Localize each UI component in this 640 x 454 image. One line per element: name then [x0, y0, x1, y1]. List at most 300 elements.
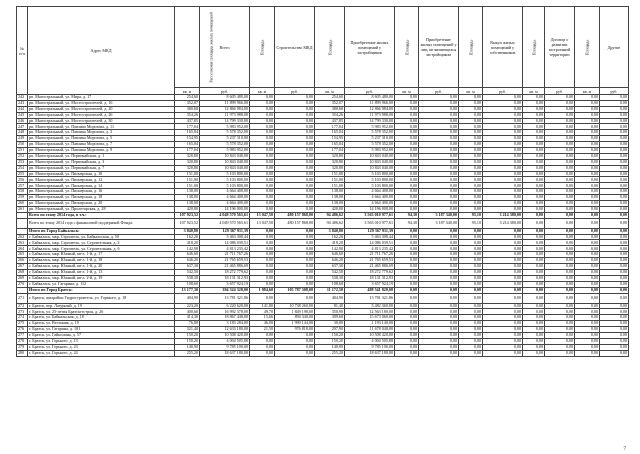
value-cell: 0,00	[459, 153, 483, 159]
value-cell: 542,50	[315, 269, 345, 275]
value-cell: 0,00	[600, 269, 629, 275]
value-cell: 0,00	[545, 264, 575, 270]
row-number: 264	[17, 246, 28, 252]
value-cell: 0,00	[395, 303, 419, 309]
value-cell: 0,00	[419, 309, 459, 315]
value-cell: 5 578 352,00	[200, 142, 250, 148]
value-cell: 0,00	[275, 240, 315, 246]
value-cell: 5 103 800,00	[200, 183, 250, 189]
value-cell: 0,00	[545, 218, 575, 228]
value-cell: 0,00	[395, 118, 419, 124]
value-cell: 138,00	[315, 195, 345, 201]
value-cell: 94,30	[395, 218, 419, 228]
value-cell: 0,00	[395, 264, 419, 270]
value-cell: 5 983 952,00	[345, 124, 395, 130]
page-number: 7	[623, 447, 626, 452]
value-cell: 0,00	[575, 309, 600, 315]
row-address: г. Байкальск, мкр. Строитель, ул. Байкальская, д. 50	[28, 234, 175, 240]
value-cell: 0,00	[523, 309, 545, 315]
value-cell: 0,00	[545, 287, 575, 293]
value-cell: 138,00	[175, 189, 200, 195]
value-cell: 637,30	[175, 264, 200, 270]
value-cell: 320,80	[315, 153, 345, 159]
value-cell: 0,00	[250, 344, 275, 350]
header-other-area: Площадь	[575, 7, 600, 88]
value-cell: 0,00	[459, 350, 483, 356]
row-address: г. Байкальск, мкр. Строитель, ул. Строительная, д. 6	[28, 246, 175, 252]
value-cell: 10 843 040,00	[200, 165, 250, 171]
value-cell: 0,00	[545, 228, 575, 234]
value-cell: 0,00	[459, 287, 483, 293]
value-cell: 0,00	[395, 95, 419, 101]
value-cell: 18 131 312,93	[200, 275, 250, 281]
value-cell: 0,00	[419, 332, 459, 338]
value-cell: 18 131 312,93	[345, 275, 395, 281]
value-cell: 0,00	[419, 95, 459, 101]
value-cell: 0,00	[600, 153, 629, 159]
value-cell: 0,00	[459, 177, 483, 183]
value-cell: 0,00	[575, 344, 600, 350]
value-cell: 354,26	[315, 112, 345, 118]
value-cell: 0,00	[545, 338, 575, 344]
value-cell: 0,00	[545, 106, 575, 112]
value-cell: 0,00	[600, 212, 629, 218]
value-cell: 0,00	[483, 195, 523, 201]
header-total-area: Расселяемая площадь жилых помещений	[175, 7, 200, 88]
unit-cell: кв. м	[250, 88, 275, 95]
value-cell: 0,00	[275, 293, 315, 303]
value-cell: 0,00	[523, 201, 545, 207]
value-cell: 0,00	[483, 321, 523, 327]
value-cell: 0,00	[395, 153, 419, 159]
value-cell: 4 049 570 565,61	[200, 218, 250, 228]
header-development-area: Площадь	[523, 7, 545, 88]
value-cell: 16 992 378,00	[200, 309, 250, 315]
value-cell: 0,00	[523, 106, 545, 112]
row-number: 276	[17, 327, 28, 333]
value-cell: 0,00	[523, 95, 545, 101]
value-cell: 5 103 800,00	[345, 177, 395, 183]
unit-cell: кв. м	[575, 88, 600, 95]
value-cell: 165,04	[175, 130, 200, 136]
row-number: 275	[17, 321, 28, 327]
value-cell: 1 193 140,00	[345, 321, 395, 327]
value-cell: 0,00	[523, 269, 545, 275]
value-cell: 30,80	[315, 321, 345, 327]
value-cell: 0,00	[275, 338, 315, 344]
row-number: 265	[17, 252, 28, 258]
value-cell: 5 103 800,00	[200, 171, 250, 177]
value-cell: 0,00	[523, 252, 545, 258]
row-number: 274	[17, 315, 28, 321]
value-cell: 0,00	[545, 142, 575, 148]
value-cell: 0,00	[275, 252, 315, 258]
value-cell: 0,00	[250, 118, 275, 124]
value-cell: 0,00	[250, 112, 275, 118]
row-address: рп. Магистральный, ул. Пионерская, д. 16	[28, 189, 175, 195]
value-cell: 0,00	[600, 106, 629, 112]
value-cell: 0,00	[483, 148, 523, 154]
value-cell: 542,50	[175, 269, 200, 275]
value-cell: 0,00	[575, 240, 600, 246]
value-cell: 0,00	[600, 309, 629, 315]
row-address: г. Байкальск, мкр. Южный, кв-л. 1-й, д. 20	[28, 264, 175, 270]
value-cell: 0,00	[523, 303, 545, 309]
value-cell: 0,00	[575, 112, 600, 118]
row-address: г. Братск, ул. Гагарина, д. 101	[28, 327, 175, 333]
value-cell: 0,00	[483, 165, 523, 171]
value-cell: 0,00	[483, 228, 523, 234]
value-cell: 0,00	[600, 201, 629, 207]
value-cell: 0,00	[275, 100, 315, 106]
unit-cell: руб.	[483, 88, 523, 95]
value-cell: 10 508 420,00	[345, 332, 395, 338]
value-cell: 0,00	[419, 183, 459, 189]
value-cell: 12 633 180,00	[200, 327, 250, 333]
row-address: г. Байкальск, мкр. Южный, кв-л. 1-й, д. 18	[28, 258, 175, 264]
value-cell: 0,00	[419, 112, 459, 118]
value-cell: 0,00	[419, 195, 459, 201]
value-cell: 0,00	[419, 118, 459, 124]
value-cell: 12 866 984,00	[200, 106, 250, 112]
value-cell: 223,20	[175, 303, 200, 309]
row-address: рп. Магистральный, ул. Павлика Морозова, д. 3	[28, 130, 175, 136]
value-cell: 0,00	[459, 338, 483, 344]
value-cell: 0,00	[419, 275, 459, 281]
value-cell: 0,00	[419, 130, 459, 136]
value-cell: 0,00	[459, 246, 483, 252]
value-cell: 0,00	[419, 177, 459, 183]
value-cell: 0,00	[459, 228, 483, 234]
value-cell: 177,04	[315, 148, 345, 154]
value-cell: 0,00	[575, 218, 600, 228]
value-cell: 177,04	[175, 124, 200, 130]
value-cell: 0,00	[419, 171, 459, 177]
value-cell: 0,00	[523, 234, 545, 240]
row-number: 247	[17, 124, 28, 130]
value-cell: 0,00	[395, 159, 419, 165]
header-construction: Строительство МКД	[275, 7, 315, 88]
value-cell: 0,00	[575, 275, 600, 281]
unit-cell: руб.	[600, 88, 629, 95]
value-cell: 0,00	[483, 344, 523, 350]
value-cell: 5 983 952,00	[345, 148, 395, 154]
value-cell: 14 086 039,51	[200, 240, 250, 246]
value-cell: 0,00	[575, 293, 600, 303]
value-cell: 0,00	[395, 201, 419, 207]
value-cell: 0,00	[575, 195, 600, 201]
value-cell: 150,20	[315, 332, 345, 338]
value-cell: 0,00	[395, 206, 419, 212]
value-cell: 0,00	[395, 165, 419, 171]
value-cell: 150,20	[175, 332, 200, 338]
value-cell: 0,00	[459, 112, 483, 118]
value-cell: 0,00	[419, 206, 459, 212]
value-cell: 0,00	[483, 287, 523, 293]
value-cell: 0,00	[575, 350, 600, 356]
value-cell: 0,00	[250, 171, 275, 177]
value-cell: 0,00	[459, 118, 483, 124]
value-cell: 0,00	[600, 252, 629, 258]
value-cell: 154,95	[175, 136, 200, 142]
value-cell: 0,00	[459, 100, 483, 106]
value-cell: 138,00	[175, 195, 200, 201]
value-cell: 0,00	[250, 100, 275, 106]
value-cell: 0,00	[250, 240, 275, 246]
row-number: 273	[17, 309, 28, 315]
value-cell: 0,00	[483, 234, 523, 240]
value-cell: 0,00	[600, 228, 629, 234]
value-cell: 0,00	[523, 332, 545, 338]
value-cell: 0,00	[575, 303, 600, 309]
value-cell: 0,00	[275, 171, 315, 177]
value-cell: 0,00	[459, 315, 483, 321]
row-address: рп. Магистральный, ул. Павлика Морозова, д. 11	[28, 124, 175, 130]
value-cell: 0,00	[250, 177, 275, 183]
header-purchase-dev-area: Площадь	[315, 7, 345, 88]
value-cell: 0,00	[275, 118, 315, 124]
value-cell: 0,00	[483, 124, 523, 130]
value-cell: 380,68	[175, 106, 200, 112]
row-address: рп. Магистральный, ул. Пролетарская, д. 28	[28, 206, 175, 212]
value-cell: 4 004 505,88	[345, 338, 395, 344]
value-cell: 0,00	[483, 206, 523, 212]
value-cell: 0,00	[275, 177, 315, 183]
value-cell: 1 849 198,00	[275, 309, 315, 315]
value-cell: 0,00	[275, 264, 315, 270]
value-cell: 0,00	[250, 148, 275, 154]
value-cell: 21 465 886,69	[345, 264, 395, 270]
value-cell: 1 084,60	[250, 287, 275, 293]
value-cell: 0,00	[523, 148, 545, 154]
value-cell: 0,00	[459, 201, 483, 207]
value-cell: 0,00	[275, 189, 315, 195]
value-cell: 150,20	[175, 338, 200, 344]
value-cell: 4 664 400,00	[345, 195, 395, 201]
row-number: 267	[17, 264, 28, 270]
value-cell: 0,00	[600, 195, 629, 201]
value-cell: 10 508 420,00	[200, 332, 250, 338]
value-cell: 0,00	[419, 281, 459, 287]
value-cell: 0,00	[419, 124, 459, 130]
row-address: рп. Магистральный, ул. Мостостроителей, д. 16	[28, 100, 175, 106]
value-cell: 5 237 310,00	[200, 136, 250, 142]
value-cell: 0,00	[483, 106, 523, 112]
value-cell: 0,00	[600, 281, 629, 287]
value-cell: 0,00	[395, 240, 419, 246]
value-cell: 0,00	[600, 159, 629, 165]
unit-cell: руб.	[200, 88, 250, 95]
value-cell: 0,00	[275, 153, 315, 159]
value-cell: 646,20	[315, 258, 345, 264]
value-cell: 0,00	[275, 206, 315, 212]
row-address: Итого по Город Братск:	[28, 287, 175, 293]
value-cell: 5 463 308,44	[200, 234, 250, 240]
value-cell: 0,00	[395, 269, 419, 275]
row-number: 258	[17, 189, 28, 195]
value-cell: 5 237 310,00	[345, 136, 395, 142]
row-address: г. Братск, ул. Весенняя, д. 19	[28, 321, 175, 327]
value-cell: 12 866 984,00	[345, 106, 395, 112]
value-cell: 0,00	[483, 130, 523, 136]
value-cell: 0,00	[600, 315, 629, 321]
value-cell: 0,00	[545, 258, 575, 264]
row-address: г. Байкальск, ул. Гагарина, д. 112	[28, 281, 175, 287]
value-cell: 0,00	[575, 228, 600, 234]
row-number: 261	[17, 206, 28, 212]
value-cell: 0,00	[575, 124, 600, 130]
value-cell: 0,00	[600, 287, 629, 293]
value-cell: 0,00	[523, 177, 545, 183]
value-cell: 0,00	[545, 100, 575, 106]
value-cell: 5 983 952,00	[200, 148, 250, 154]
value-cell: 0,00	[275, 281, 315, 287]
row-address: г. Байкальск, мкр. Южный, кв-л. 1-й, д. 17	[28, 252, 175, 258]
value-cell: 321,40	[175, 327, 200, 333]
value-cell: 0,00	[275, 142, 315, 148]
value-cell: 0,00	[575, 246, 600, 252]
row-number: 251	[17, 148, 28, 154]
value-cell: 12 563 180,00	[345, 309, 395, 315]
value-cell: 0,00	[523, 153, 545, 159]
value-cell: 0,00	[523, 206, 545, 212]
value-cell: 0,00	[250, 258, 275, 264]
value-cell: 0,00	[459, 183, 483, 189]
value-cell: 0,00	[523, 100, 545, 106]
value-cell: 420,00	[315, 206, 345, 212]
value-cell: 0,00	[600, 177, 629, 183]
value-cell: 105 787 508,00	[275, 287, 315, 293]
value-cell: 151,00	[315, 183, 345, 189]
value-cell: 13 177,30	[175, 287, 200, 293]
value-cell: 0,00	[459, 148, 483, 154]
row-address: Всего по этапу 2014 года с финансовой поддержкой Фонда:	[28, 218, 175, 228]
value-cell: 129 367 911,39	[345, 228, 395, 234]
value-cell: 0,00	[483, 338, 523, 344]
value-cell: 0,00	[523, 171, 545, 177]
value-cell: 10 843 040,00	[345, 165, 395, 171]
value-cell: 141,80	[250, 303, 275, 309]
row-address: рп. Магистральный, ул. Пионерская, д. 20	[28, 201, 175, 207]
value-cell: 0,00	[575, 130, 600, 136]
value-cell: 399,60	[315, 315, 345, 321]
value-cell: 3 563 010 977,61	[345, 218, 395, 228]
value-cell: 142,90	[315, 246, 345, 252]
value-cell: 254,60	[315, 95, 345, 101]
value-cell: 0,00	[545, 275, 575, 281]
value-cell: 0,00	[395, 293, 419, 303]
value-cell: 0,00	[523, 258, 545, 264]
value-cell: 4 813 235,42	[200, 246, 250, 252]
table-body	[17, 95, 629, 357]
value-cell: 0,00	[419, 327, 459, 333]
unit-cell: руб.	[419, 88, 459, 95]
value-cell: 0,00	[395, 234, 419, 240]
value-cell: 0,00	[275, 106, 315, 112]
value-cell: 0,00	[419, 315, 459, 321]
row-address: г. Братск, ул. Гайнолина, д. 57	[28, 332, 175, 338]
value-cell: 0,00	[459, 165, 483, 171]
value-cell: 0,00	[600, 240, 629, 246]
value-cell: 0,00	[250, 142, 275, 148]
value-cell: 0,00	[483, 171, 523, 177]
value-cell: 5 578 352,00	[200, 130, 250, 136]
value-cell: 480 157 868,00	[275, 218, 315, 228]
value-cell: 0,00	[250, 165, 275, 171]
value-cell: 140,90	[175, 344, 200, 350]
value-cell: 394 324 328,00	[200, 287, 250, 293]
value-cell: 0,00	[523, 228, 545, 234]
value-cell: 94,30	[395, 212, 419, 218]
value-cell: 11 172,50	[315, 287, 345, 293]
value-cell: 4 664 400,00	[200, 189, 250, 195]
row-address: г. Братск, жилрайон Гидростроитель, ул. Горького, д. 18	[28, 293, 175, 303]
value-cell: 3 657 924,19	[345, 281, 395, 287]
value-cell: 418,20	[315, 240, 345, 246]
unit-cell: руб.	[545, 88, 575, 95]
unit-cell: кв. м	[459, 88, 483, 95]
value-cell: 0,00	[575, 148, 600, 154]
value-cell: 0,00	[545, 153, 575, 159]
value-cell: 0,00	[419, 100, 459, 106]
value-cell: 0,00	[250, 130, 275, 136]
value-cell: 11 899 966,00	[200, 100, 250, 106]
row-number: 278	[17, 338, 28, 344]
value-cell: 0,00	[600, 118, 629, 124]
value-cell: 320,80	[175, 153, 200, 159]
value-cell: 14 086 039,51	[345, 240, 395, 246]
row-number: 272	[17, 303, 28, 309]
value-cell: 46,00	[250, 321, 275, 327]
value-cell: 0,00	[600, 100, 629, 106]
value-cell: 151,00	[315, 177, 345, 183]
header-buyout-area: Площадь	[459, 7, 483, 88]
row-number: 244	[17, 106, 28, 112]
value-cell: 0,00	[600, 95, 629, 101]
value-cell: 18 867 440,00	[200, 315, 250, 321]
value-cell: 0,00	[575, 153, 600, 159]
value-cell: 10 738 260,00	[275, 303, 315, 309]
value-cell: 5 103 800,00	[200, 177, 250, 183]
value-cell: 0,00	[250, 275, 275, 281]
value-cell: 0,00	[483, 100, 523, 106]
value-cell: 0,00	[600, 171, 629, 177]
row-number: 269	[17, 275, 28, 281]
value-cell: 0,00	[395, 100, 419, 106]
value-cell: 0,00	[395, 258, 419, 264]
row-number: 260	[17, 201, 28, 207]
value-cell: 0,00	[545, 246, 575, 252]
value-cell: 0,00	[250, 136, 275, 142]
row-address: г. Братск, ул. Горького, д. 23	[28, 344, 175, 350]
value-cell: 0,00	[545, 309, 575, 315]
value-cell: 8 605 480,00	[345, 95, 395, 101]
value-cell: 11 973 988,00	[200, 112, 250, 118]
value-cell: 14 196 000,00	[200, 206, 250, 212]
value-cell: 0,00	[395, 287, 419, 293]
value-cell: 0,00	[545, 350, 575, 356]
value-cell: 0,00	[575, 252, 600, 258]
value-cell: 0,00	[250, 281, 275, 287]
value-cell: 0,00	[575, 159, 600, 165]
value-cell: 320,80	[315, 159, 345, 165]
value-cell: 10 843 040,00	[200, 153, 250, 159]
value-cell: 0,00	[395, 148, 419, 154]
row-address: рп. Магистральный, ул. Мостостроителей, д. 20	[28, 106, 175, 112]
value-cell: 0,00	[275, 159, 315, 165]
value-cell: 5 578 352,00	[345, 142, 395, 148]
row-number	[17, 218, 28, 228]
